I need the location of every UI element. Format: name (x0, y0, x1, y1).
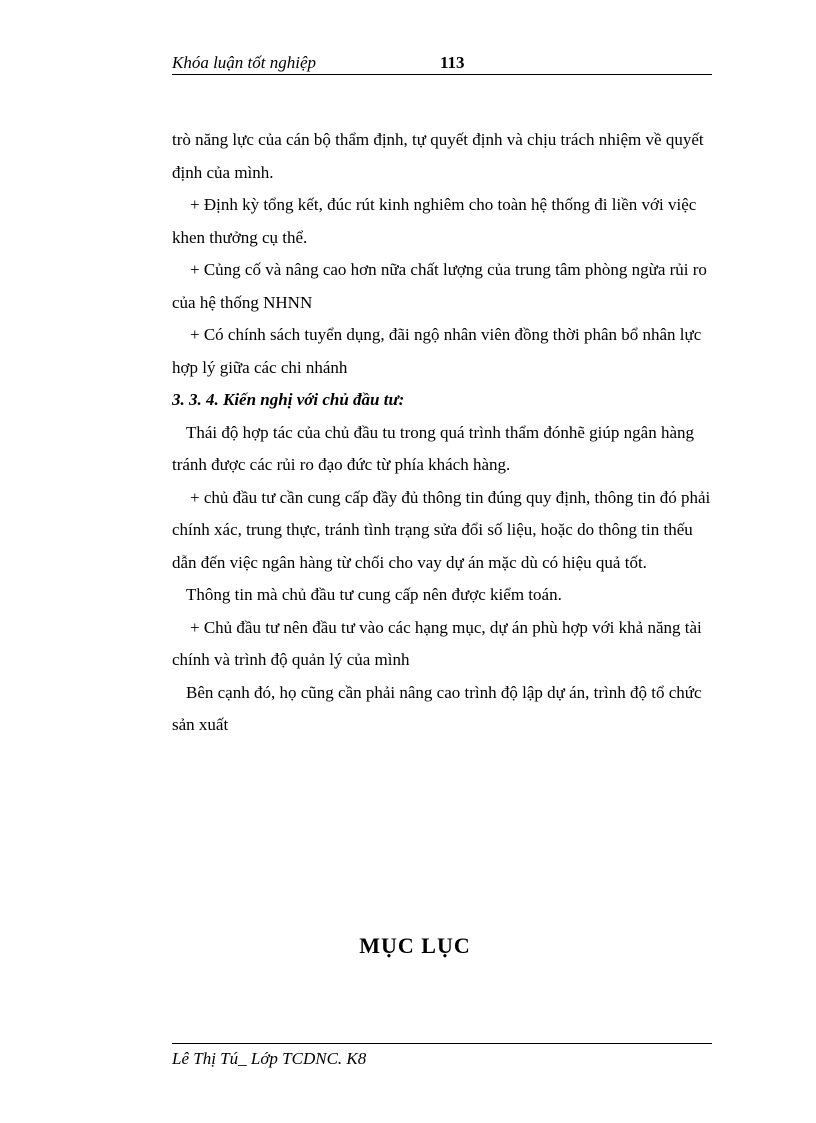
paragraph: Bên cạnh đó, họ cũng cần phải nâng cao trình độ lập dự án, trình độ tổ chức sản xuất (172, 682, 702, 734)
footer-author: Lê Thị Tú_ Lớp TCDNC. K8 (172, 1049, 367, 1068)
body-content (172, 124, 717, 742)
paragraph: + Định kỳ tổng kết, đúc rút kinh nghiêm cho toàn hệ thống đi liền với việc khen thưởng cụ thể. (172, 195, 697, 247)
paragraph: + Chủ đầu tư nên đầu tư vào các hạng mục, dự án phù hợp với khả năng tài chính và trình độ quản lý của mình (172, 617, 702, 669)
page-header (172, 52, 712, 75)
section-heading: 3. 3. 4. Kiến nghị với chủ đầu tư: (172, 390, 405, 409)
paragraph: Thái độ hợp tác của chủ đầu tu trong quá trình thẩm đónhẽ giúp ngân hàng tránh được các rủi ro đạo đức từ phía khách hàng. (172, 422, 694, 474)
paragraph: Thông tin mà chủ đầu tư cung cấp nên được kiểm toán. (186, 585, 562, 604)
paragraph: trò năng lực của cán bộ thẩm định, tự quyết định và chịu trách nhiệm về quyết định của mình. (172, 130, 704, 182)
document-title: Khóa luận tốt nghiệp (172, 53, 317, 72)
paragraph: + Có chính sách tuyển dụng, đãi ngộ nhân viên đồng thời phân bổ nhân lực hợp lý giữa các chi nhánh (172, 325, 702, 377)
toc-title: MỤC LỤC (359, 933, 471, 958)
paragraph: + chủ đầu tư cần cung cấp đầy đủ thông tin đúng quy định, thông tin đó phải chính xác, trung thực, tránh tình trạng sửa đổi số liệu, hoặc do thông tin thếu dẫn đến việc ngân hàng từ chối cho vay dự án mặc dù có hiệu quả tốt. (172, 487, 711, 572)
page-footer (172, 1043, 712, 1070)
paragraph: + Củng cố và nâng cao hơn nữa chất lượng của trung tâm phòng ngừa rủi ro của hệ thống NHNN (172, 260, 707, 312)
page-number: 113 (440, 53, 465, 72)
